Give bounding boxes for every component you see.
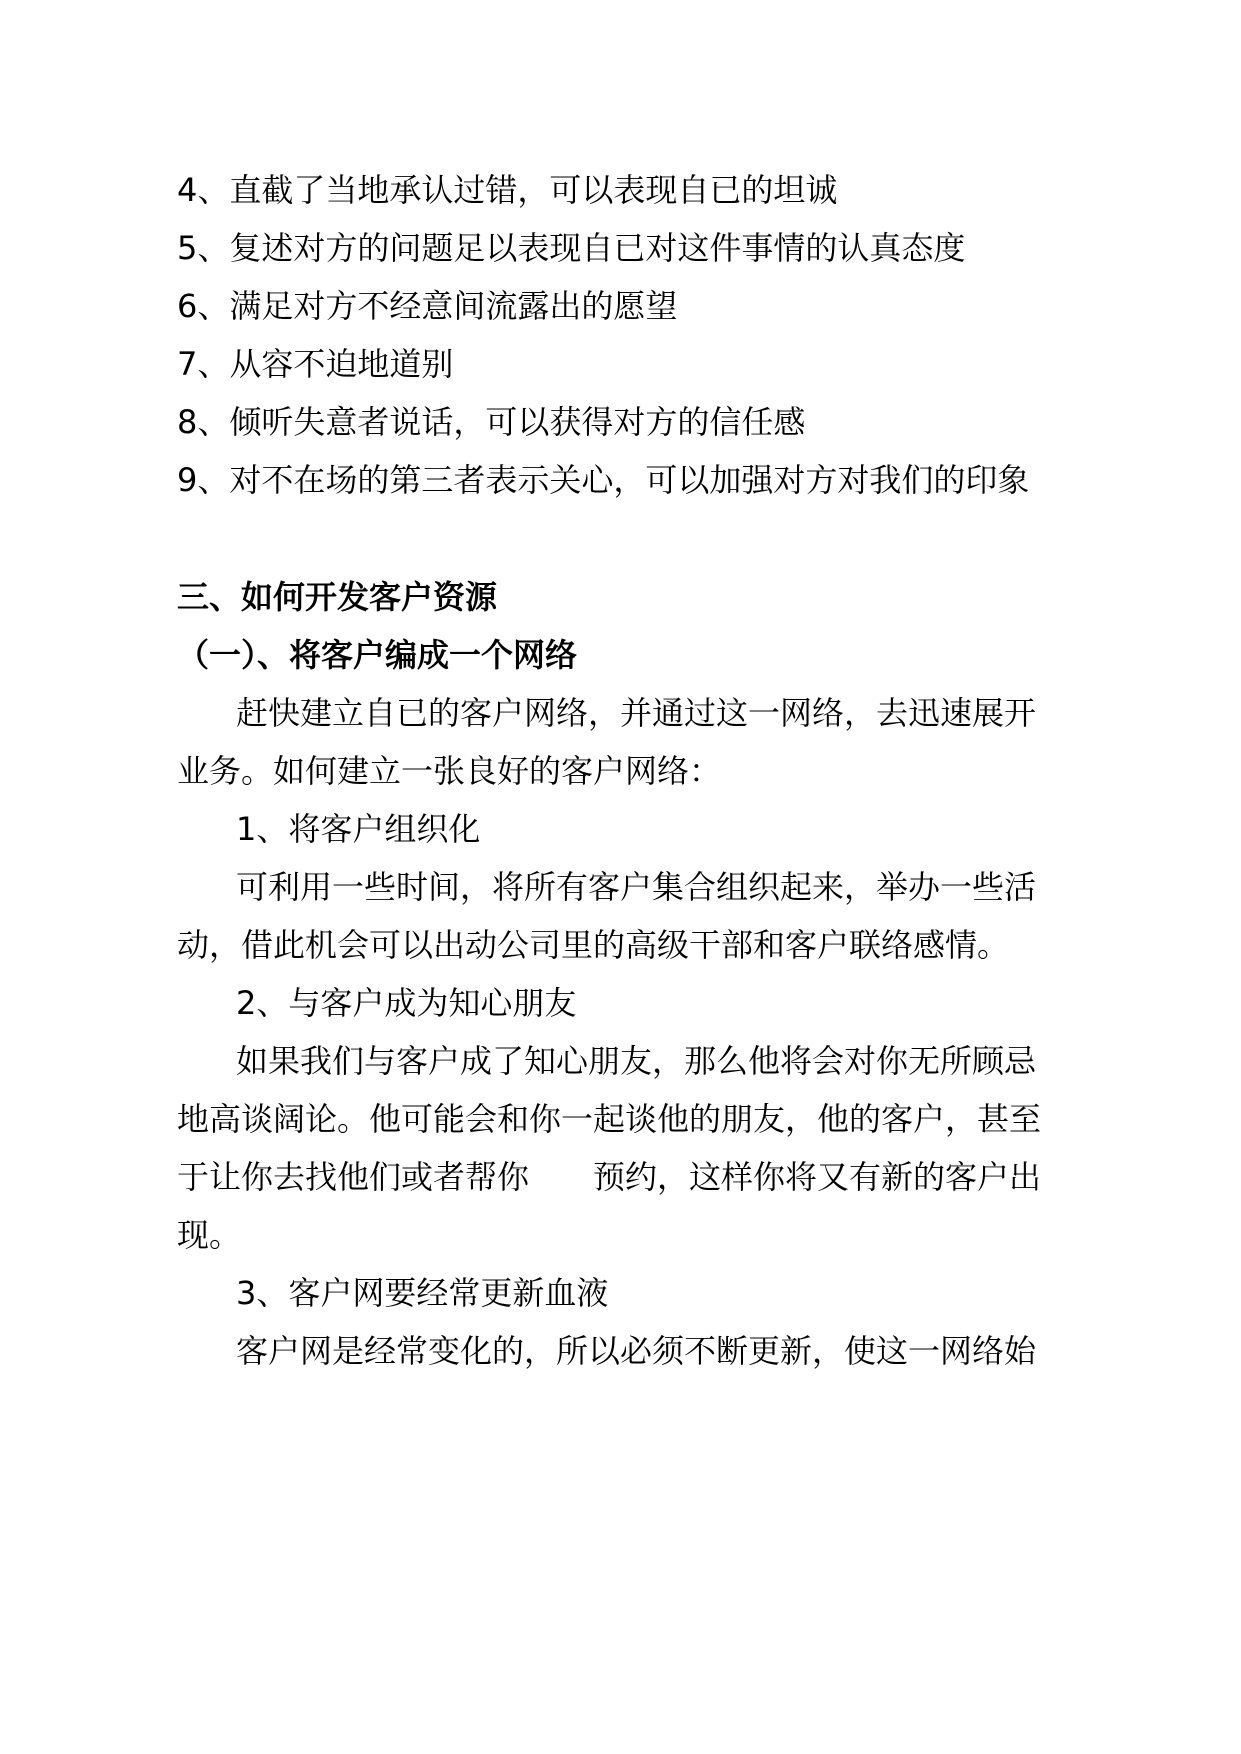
list-item: 9、对不在场的第三者表示关心，可以加强对方对我们的印象	[177, 461, 1030, 499]
list-item: 7、从容不迫地道别	[177, 345, 454, 383]
section-heading: 三、如何开发客户资源	[177, 578, 498, 616]
list-item: 4、直截了当地承认过错，可以表现自已的坦诚	[177, 171, 838, 209]
paragraph-line: 业务。如何建立一张良好的客户网络：	[177, 752, 722, 790]
list-item: 5、复述对方的问题足以表现自已对这件事情的认真态度	[177, 229, 966, 267]
paragraph-line: 客户网是经常变化的，所以必须不断更新，使这一网络始	[236, 1332, 1037, 1370]
paragraph-line: 动，借此机会可以出动公司里的高级干部和客户联络感情。	[177, 926, 1010, 964]
list-item: 6、满足对方不经意间流露出的愿望	[177, 287, 678, 325]
paragraph-line: 地高谈阔论。他可能会和你一起谈他的朋友，他的客户，甚至	[177, 1100, 1042, 1138]
paragraph-line: 赶快建立自已的客户网络，并通过这一网络，去迅速展开	[236, 694, 1037, 732]
point-title: 1、将客户组织化	[236, 810, 481, 848]
point-title: 2、与客户成为知心朋友	[236, 984, 577, 1022]
subsection-heading: （一）、将客户编成一个网络	[177, 636, 578, 674]
paragraph-line: 如果我们与客户成了知心朋友，那么他将会对你无所顾忌	[236, 1042, 1037, 1080]
point-title: 3、客户网要经常更新血液	[236, 1274, 609, 1312]
paragraph-line: 于让你去找他们或者帮你 预约，这样你将又有新的客户出	[177, 1158, 1042, 1196]
paragraph-line: 可利用一些时间，将所有客户集合组织起来，举办一些活	[236, 868, 1037, 906]
list-item: 8、倾听失意者说话，可以获得对方的信任感	[177, 403, 806, 441]
paragraph-line: 现。	[177, 1216, 242, 1254]
